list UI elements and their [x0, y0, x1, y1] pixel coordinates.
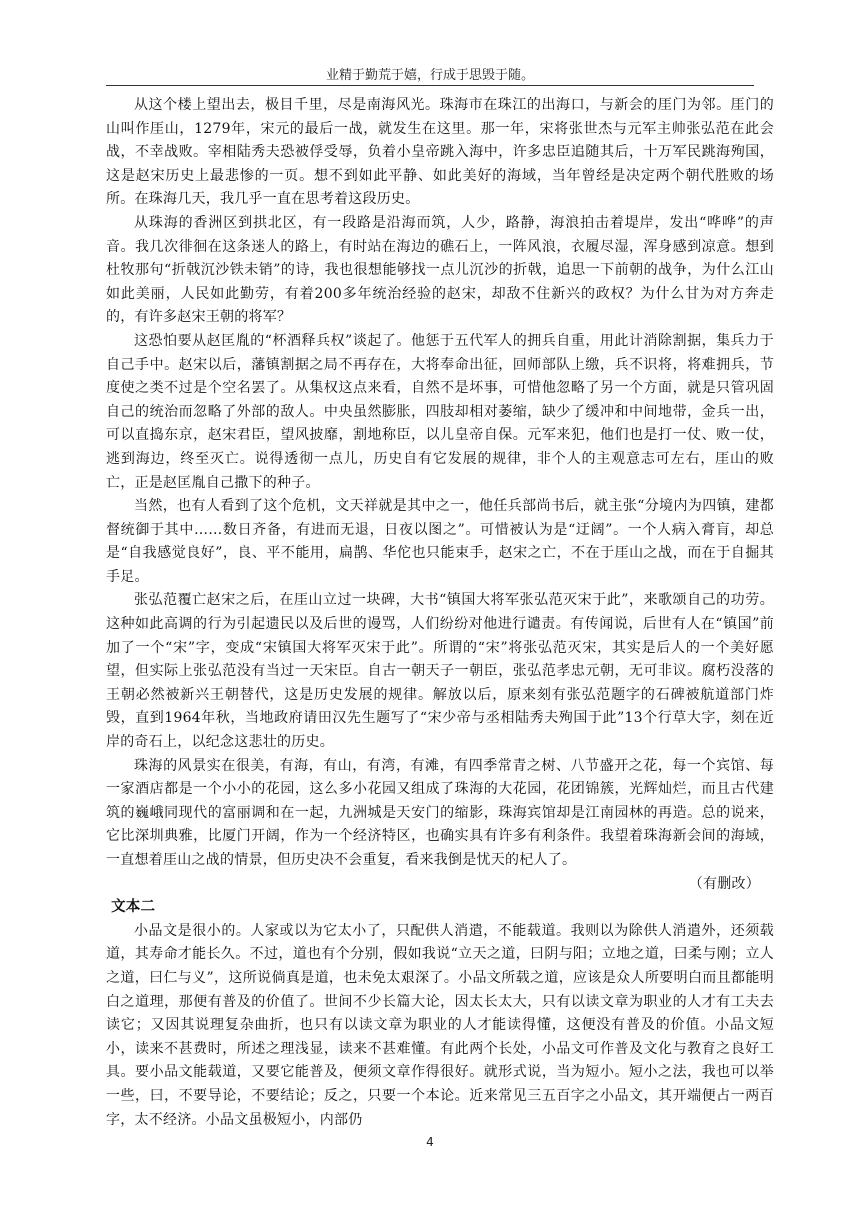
header-divider [106, 85, 754, 86]
document-body [106, 94, 774, 1132]
text-one-paragraph-5: 张弘范覆亡赵宋之后，在厓山立过一块碑，大书“镇国大将军张弘范灭宋于此”，来歌颂自己的功劳。这种如此高调的行为引起遗民以及后世的谩骂，人们纷纷对他进行谴责。有传闻说，后世有人在“镇国”前加了一个“宋”字，变成“宋镇国大将军灭宋于此”。所谓的“宋”将张弘范灭宋，其实是后人的一个美好愿望，但实际上张弘范没有当过一天宋臣。自古一朝天子一朝臣，张弘范孝忠元朝，无可非议。腐朽没落的王朝必然被新兴王朝替代，这是历史发展的规律。解放以后，原来刻有张弘范题字的石碑被航道部门炸毁，直到1964年秋，当地政府请田汉先生题写了“宋少帝与丞相陆秀夫殉国于此”13个行草大字，刻在近岸的奇石上，以纪念这悲壮的历史。 [106, 592, 774, 751]
text-two-section [106, 896, 774, 1132]
text-one-paragraph-4: 当然，也有人看到了这个危机，文天祥就是其中之一，他任兵部尚书后，就主张“分境内为四镇，建都督统御于其中……数日齐备，有进而无退，日夜以图之”。可惜被认为是“迂阔”。一个人病入膏肓，却总是“自我感觉良好”，良、平不能用，扁鹊、华佗也只能束手，赵宋之亡，不在于厓山之战，而在于自掘其手足。 [106, 498, 774, 585]
text-one-paragraph-3: 这恐怕要从赵匡胤的“杯酒释兵权”谈起了。他惩于五代军人的拥兵自重，用此计消除割据，集兵力于自己手中。赵宋以后，藩镇割据之局不再存在，大将奉命出征，回师部队上缴，兵不识将，将难拥兵，节度使之类不过是个空名罢了。从集权这点来看，自然不是坏事，可惜他忽略了另一个方面，就是只管巩固自己的统治而忽略了外部的敌人。中央虽然膨胀，四肢却相对萎缩，缺少了缓冲和中间地带，金兵一出，可以直捣东京，赵宋君臣，望风披靡，割地称臣，以儿皇帝自保。元军来犯，他们也是打一仗、败一仗，逃到海边，终至灭亡。说得透彻一点儿，历史自有它发展的规律，非个人的主观意志可左右，厓山的败亡，正是赵匡胤自己撒下的种子。 [106, 332, 774, 491]
text-one-section [106, 94, 774, 896]
header-motto: 业精于勤荒于嬉，行成于思毁于随。 [325, 68, 534, 83]
text-one-paragraph-1: 从这个楼上望出去，极目千里，尽是南海风光。珠海市在珠江的出海口，与新会的厓门为邻。厓门的山叫作厓山，1279年，宋元的最后一战，就发生在这里。那一年，宋将张世杰与元军主帅张弘范在此会战，不幸战败。宰相陆秀夫恐被俘受辱，负着小皇帝跳入海中，许多忠臣追随其后，十万军民跳海殉国，这是赵宋历史上最悲惨的一页。想不到如此平静、如此美好的海域，当年曾经是决定两个朝代胜败的场所。在珠海几天，我几乎一直在思考着这段历史。 [106, 97, 774, 208]
page-number: 4 [426, 1135, 434, 1149]
abridged-note: （有删改） [688, 875, 760, 892]
text-one-paragraph-2: 从珠海的香洲区到拱北区，有一段路是沿海而筑，人少，路静，海浪拍击着堤岸，发出“哗哗”的声音。我几次徘徊在这条迷人的路上，有时站在海边的礁石上，一阵风浪，衣履尽湿，浑身感到凉意。想到杜牧那句“折戟沉沙铁未销”的诗，我也很想能够找一点儿沉沙的折戟，追思一下前朝的战争，为什么江山如此美丽，人民如此勤劳，有着200多年统治经验的赵宋，却敌不住新兴的政权？为什么甘为对方奔走的，有许多赵宋王朝的将军？ [106, 214, 774, 326]
text-two-paragraph-1: 小品文是很小的。人家或以为它太小了，只配供人消遣，不能载道。我则以为除供人消遣外，还须载道，其寿命才能长久。不过，道也有个分别，假如我说“立天之道，曰阴与阳；立地之道，曰柔与刚；立人之道，曰仁与义”，这所说倘真是道，也未免太艰深了。小品文所载之道，应该是众人所要明白而且都能明白之道理，那便有普及的价值了。世间不少长篇大论，因太长太大，只有以读文章为职业的人才有工夫去读它；又因其说理复杂曲折，也只有以读文章为职业的人才能读得懂，这便没有普及的价值。小品文短小，读来不甚费时，所述之理浅显，读来不甚难懂。有此两个长处，小品文可作普及文化与教育之良好工具。要小品文能载道，又要它能普及，便须文章作得很好。就形式说，当为短小。短小之法，我也可以举一些，曰，不要导论，不要结论；反之，只要一个本论。近来常见三五百字之小品文，其开端便占一两百字，太不经济。小品文虽极短小，内部仍 [106, 922, 774, 1128]
text-two-heading: 文本二 [111, 899, 156, 916]
text-one-paragraph-6: 珠海的风景实在很美，有海，有山，有湾，有滩，有四季常青之树、八节盛开之花，每一个宾馆、每一家酒店都是一个小小的花园，这么多小花园又组成了珠海的大花园，花团锦簇，光辉灿烂，而且古代建筑的巍峨同现代的富丽调和在一起，九洲城是天安门的缩影，珠海宾馆却是江南园林的再造。总的说来，它比深圳典雅，比厦门开阔，作为一个经济特区，也确实具有许多有利条件。我望着珠海新会间的海域，一直想着厓山之战的情景，但历史决不会重复，看来我倒是忧天的杞人了。 [106, 757, 774, 868]
